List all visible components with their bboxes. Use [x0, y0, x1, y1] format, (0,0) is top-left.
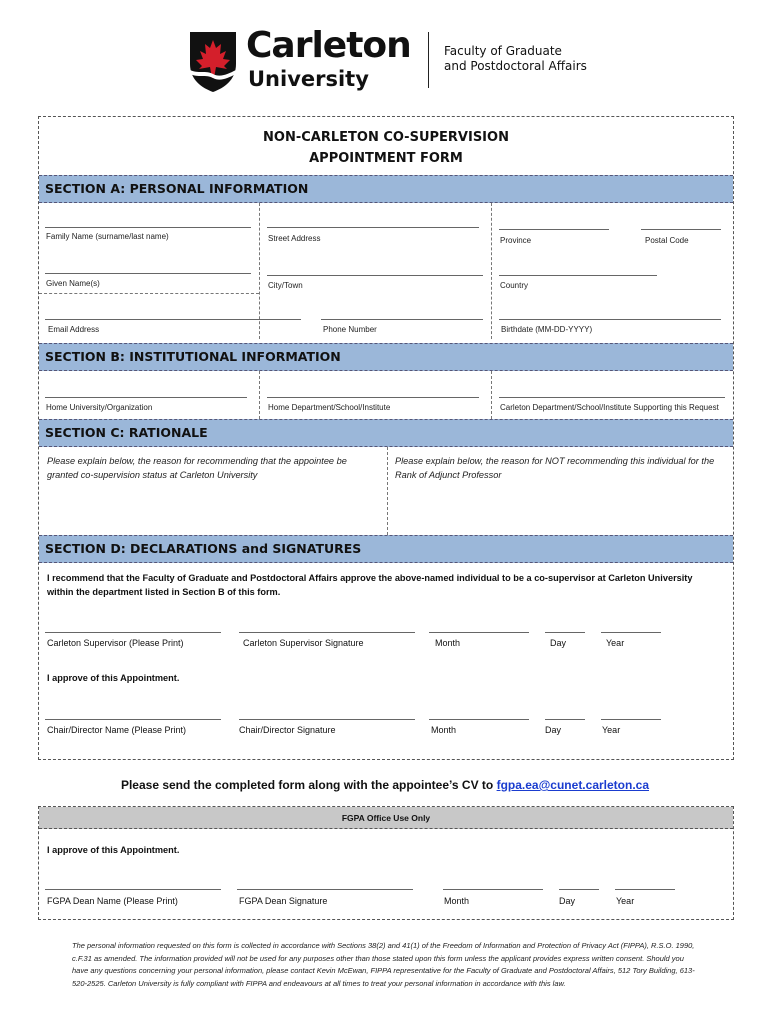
dean-year-label: Year [616, 896, 635, 906]
chair-month-label: Month [431, 725, 457, 735]
rationale-recommend[interactable]: Please explain below, the reason for recommending that the appointee be granted co-supervision status at Carleton University [47, 456, 347, 480]
carleton-department-label: Carleton Department/School/Institute Supporting this Request [500, 403, 719, 412]
phone-label: Phone Number [323, 325, 377, 334]
supervisor-print-field[interactable] [45, 632, 221, 633]
send-email-link[interactable]: fgpa.ea@cunet.carleton.ca [496, 778, 650, 792]
fgpa-office-box [38, 806, 734, 920]
supervisor-day-field[interactable] [545, 632, 585, 633]
section-a-heading: SECTION A: PERSONAL INFORMATION [39, 175, 733, 203]
postal-code-label: Postal Code [645, 236, 689, 245]
send-text: Please send the completed form along with the appointee’s CV to [120, 778, 497, 792]
chair-print-field[interactable] [45, 719, 221, 720]
chair-year-label: Year [602, 725, 621, 735]
chair-signature-label: Chair/Director Signature [239, 725, 336, 735]
chair-signature-field[interactable] [239, 719, 415, 720]
family-name-field[interactable] [45, 227, 251, 228]
dean-day-label: Day [559, 896, 576, 906]
form-title-line-2: APPOINTMENT FORM [309, 151, 463, 166]
street-address-label: Street Address [268, 234, 321, 243]
carleton-department-field[interactable] [499, 397, 725, 398]
form-frame [38, 116, 734, 760]
logo-sub: University [248, 67, 369, 91]
section-a-divider-2 [491, 203, 492, 339]
form-title [39, 127, 733, 169]
carleton-shield-icon [188, 30, 238, 94]
supervisor-month-field[interactable] [429, 632, 529, 633]
dean-print-field[interactable] [45, 889, 221, 890]
supervisor-year-field[interactable] [601, 632, 661, 633]
faculty-line-1: Faculty of Graduate [444, 44, 562, 58]
rationale-not-recommend[interactable]: Please explain below, the reason for NOT recommending this individual for the Rank of Adjunct Professor [395, 456, 715, 480]
dean-month-label: Month [444, 896, 470, 906]
family-name-label: Family Name (surname/last name) [46, 232, 169, 241]
home-university-label: Home University/Organization [46, 403, 153, 412]
approve-text: I approve of this Appointment. [47, 673, 180, 683]
birthdate-label: Birthdate (MM-DD-YYYY) [501, 325, 593, 334]
city-town-label: City/Town [268, 281, 303, 290]
postal-code-field[interactable] [641, 229, 721, 230]
section-b-divider-2 [491, 371, 492, 419]
province-field[interactable] [499, 229, 609, 230]
supervisor-print-label: Carleton Supervisor (Please Print) [47, 638, 184, 648]
dean-day-field[interactable] [559, 889, 599, 890]
fgpa-approve-text: I approve of this Appointment. [47, 845, 180, 855]
dean-year-field[interactable] [615, 889, 675, 890]
home-department-field[interactable] [267, 397, 479, 398]
faculty-line-2: and Postdoctoral Affairs [444, 59, 587, 73]
phone-field[interactable] [321, 319, 483, 320]
country-field[interactable] [499, 275, 657, 276]
send-instruction [0, 778, 770, 792]
supervisor-year-label: Year [606, 638, 625, 648]
home-department-label: Home Department/School/Institute [268, 403, 391, 412]
section-c-divider [387, 447, 388, 535]
section-b-heading: SECTION B: INSTITUTIONAL INFORMATION [39, 343, 733, 371]
dean-signature-label: FGPA Dean Signature [239, 896, 328, 906]
section-d-heading: SECTION D: DECLARATIONS and SIGNATURES [39, 535, 733, 563]
privacy-notice: The personal information requested on this form is collected in accordance with Sections 38(2) and 41(1) of the Freedom of Information and Protection of Privacy Act (FIPPA), R.S.O. 1990, c.F.31 as amended. The information provided will not be used for any purposes other than those stated upon this form unless the applicant provides express written consent. Should you have any questions concerning your personal information, please contact Kevin McEwan, FIPPA representative for the Faculty of Graduate and Postdoctoral Affairs, 512 Tory Building, 613-520-2525. Carleton University is fully compliant with FIPPA and endeavours at all times to treat your personal information in accordance with this law. [72, 941, 695, 988]
chair-day-field[interactable] [545, 719, 585, 720]
dean-print-label: FGPA Dean Name (Please Print) [47, 896, 178, 906]
birthdate-field[interactable] [499, 319, 721, 320]
email-field[interactable] [45, 319, 301, 320]
section-a-hdiv [39, 293, 259, 294]
logo-name: Carleton [246, 25, 411, 66]
fgpa-heading: FGPA Office Use Only [39, 807, 733, 829]
chair-day-label: Day [545, 725, 562, 735]
logo-divider [428, 32, 429, 88]
country-label: Country [500, 281, 529, 290]
province-label: Province [500, 236, 532, 245]
chair-year-field[interactable] [601, 719, 661, 720]
street-address-field[interactable] [267, 227, 479, 228]
supervisor-month-label: Month [435, 638, 461, 648]
email-label: Email Address [48, 325, 100, 334]
supervisor-signature-label: Carleton Supervisor Signature [243, 638, 364, 648]
given-names-label: Given Name(s) [46, 279, 100, 288]
chair-month-field[interactable] [429, 719, 529, 720]
chair-print-label: Chair/Director Name (Please Print) [47, 725, 187, 735]
section-b-divider-1 [259, 371, 260, 419]
faculty-name [444, 44, 587, 74]
supervisor-day-label: Day [550, 638, 567, 648]
home-university-field[interactable] [45, 397, 247, 398]
dean-signature-field[interactable] [237, 889, 413, 890]
city-town-field[interactable] [267, 275, 483, 276]
given-names-field[interactable] [45, 273, 251, 274]
form-title-line-1: NON-CARLETON CO-SUPERVISION [263, 130, 509, 145]
section-c-heading: SECTION C: RATIONALE [39, 419, 733, 447]
page-header [0, 24, 770, 104]
supervisor-signature-field[interactable] [239, 632, 415, 633]
declaration-text: I recommend that the Faculty of Graduate and Postdoctoral Affairs approve the above-named individual to be a co-supervisor at Carleton University within the department listed in Section B of this form. [47, 573, 693, 597]
dean-month-field[interactable] [443, 889, 543, 890]
